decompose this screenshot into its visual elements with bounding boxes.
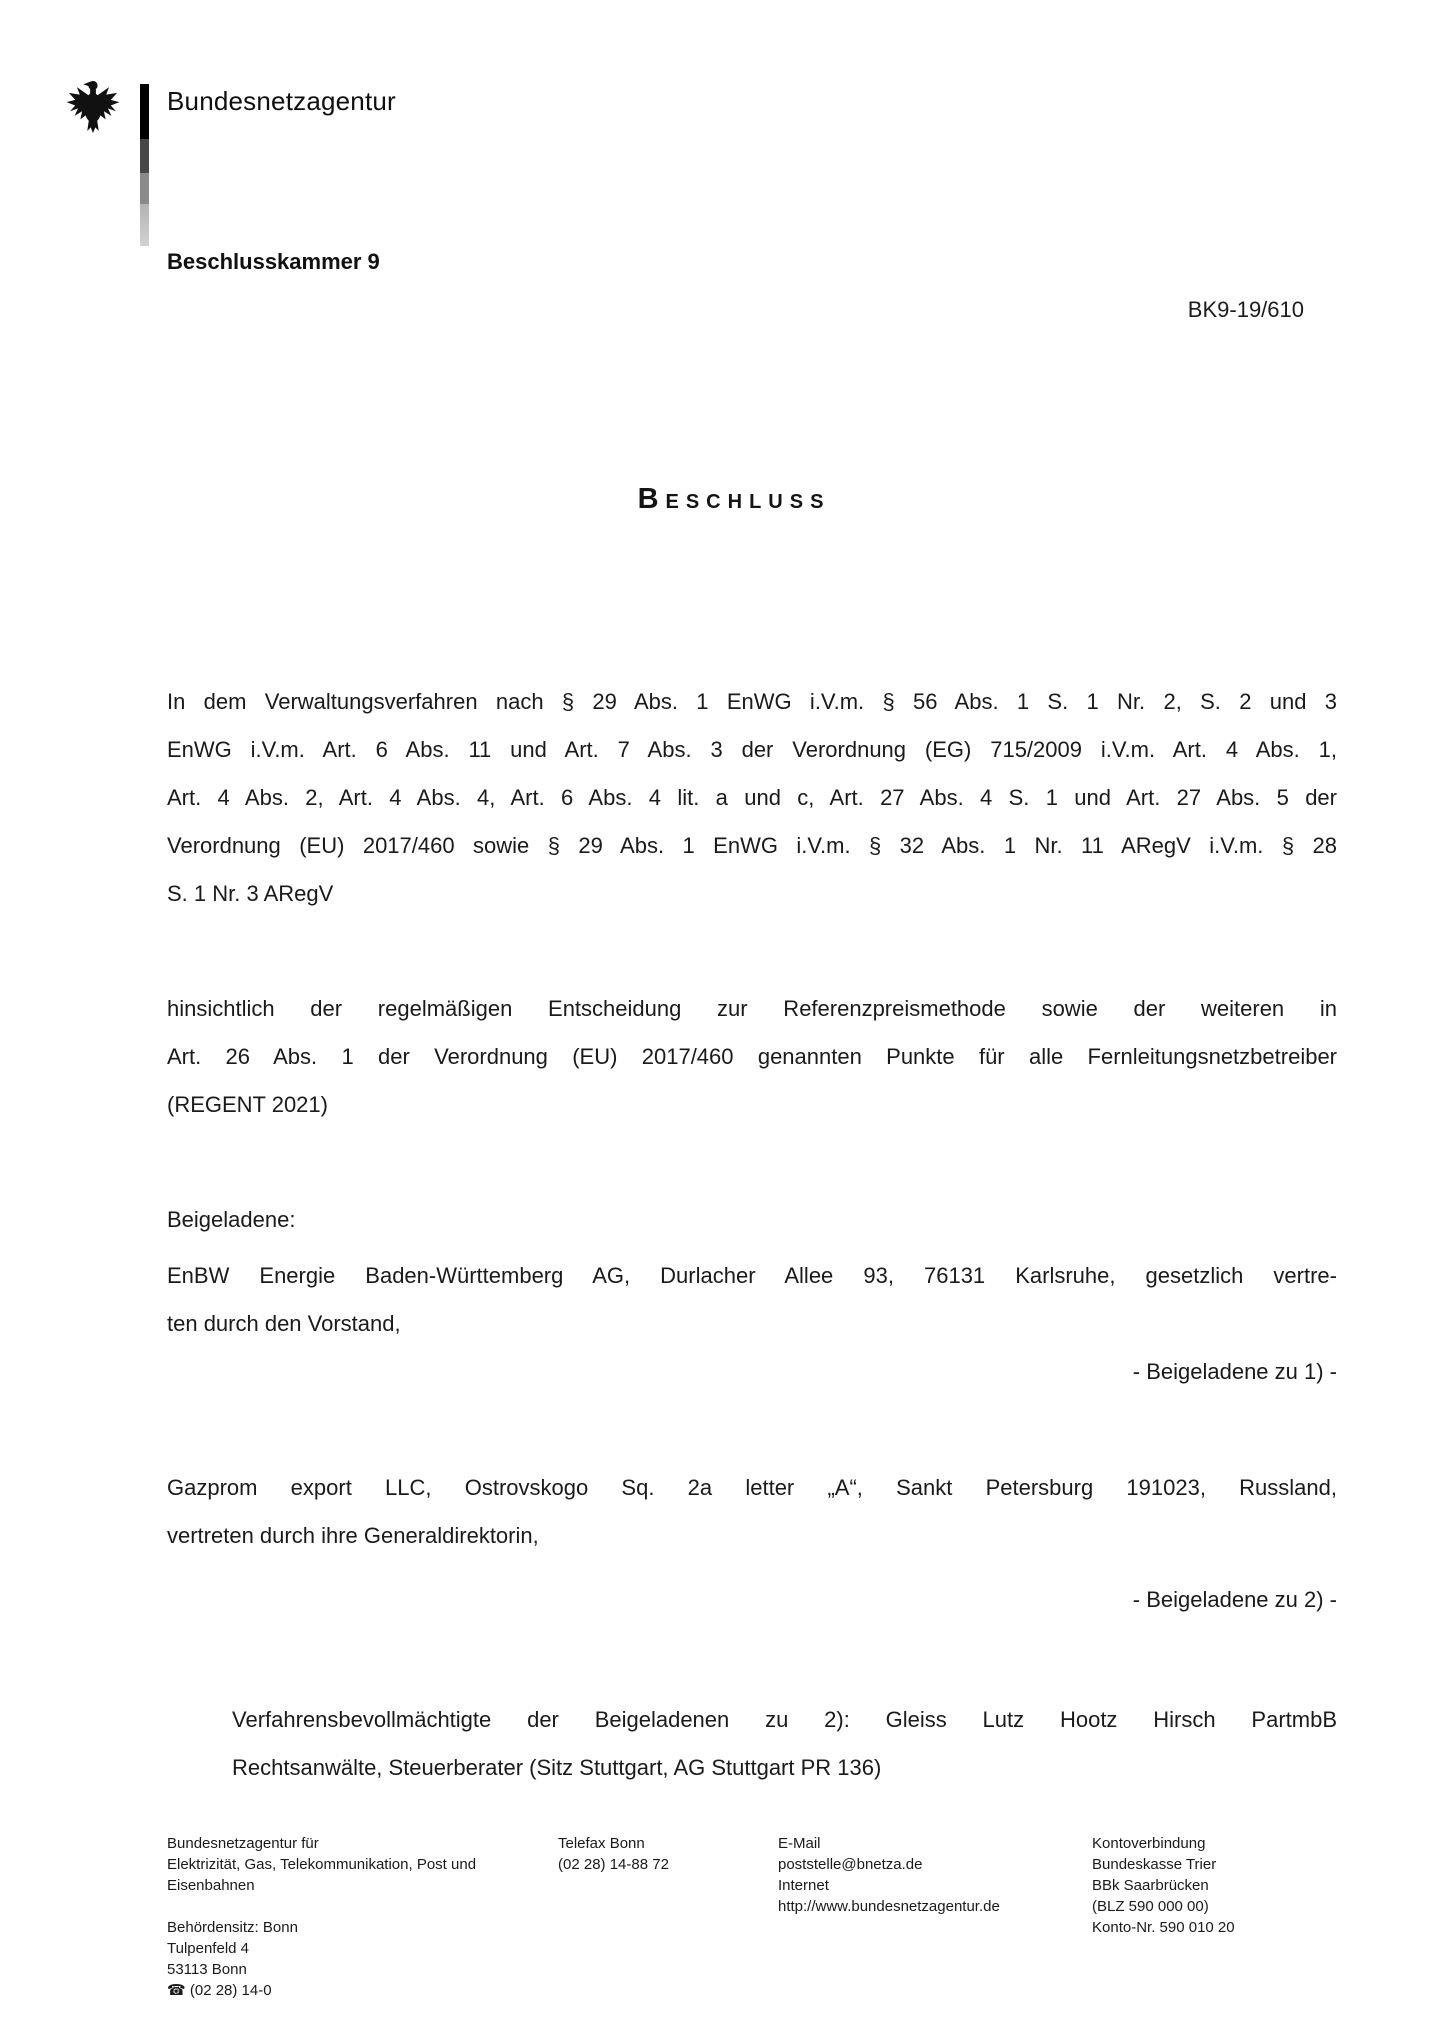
text-line: - Beigeladene zu 2) -: [1132, 1587, 1337, 1612]
footer-line: Behördensitz: Bonn: [167, 1919, 298, 1936]
paragraph-bevollmaechtigte: [167, 1696, 1337, 1792]
chamber-heading: Beschlusskammer 9: [167, 249, 380, 274]
text-line: S. 1 Nr. 3 ARegV: [167, 881, 334, 906]
footer-line: Eisenbahnen: [167, 1877, 255, 1894]
text-line: (REGENT 2021): [167, 1092, 328, 1117]
footer-column-address: [167, 1833, 559, 2001]
case-number: BK9-19/610: [1187, 297, 1304, 322]
paragraph-beigeladene-1: [167, 1252, 1337, 1348]
paragraph-beigeladene-1-tag: [167, 1348, 1337, 1396]
text-line: vertreten durch ihre Generaldirektorin,: [167, 1523, 539, 1548]
paragraph-beigeladene-2: [167, 1464, 1337, 1560]
text-line: - Beigeladene zu 1) -: [1132, 1359, 1337, 1384]
footer-line: Internet: [778, 1877, 829, 1894]
paragraph-subject: [167, 985, 1337, 1129]
footer-line: ☎ (02 28) 14-0: [167, 1982, 272, 1999]
footer-line: Bundeskasse Trier: [1092, 1856, 1217, 1873]
text-line: EnWG i.V.m. Art. 6 Abs. 11 und Art. 7 Abs. 3 der Verordnung (EG) 715/2009 i.V.m. Art. 4 Abs. 1,: [167, 737, 1337, 762]
text-line: Gazprom export LLC, Ostrovskogo Sq. 2a letter „A“, Sankt Petersburg 191023, Russland,: [167, 1475, 1337, 1500]
paragraph-beigeladene-label: [167, 1196, 1337, 1244]
paragraph-legal-basis: [167, 678, 1337, 918]
text-line: ten durch den Vorstand,: [167, 1311, 401, 1336]
footer-column-online: [778, 1833, 1000, 1917]
footer-line: E-Mail: [778, 1835, 821, 1852]
footer-line: Kontoverbindung: [1092, 1835, 1206, 1852]
text-line: Rechtsanwälte, Steuerberater (Sitz Stuttgart, AG Stuttgart PR 136): [232, 1755, 882, 1780]
footer-line: Tulpenfeld 4: [167, 1940, 250, 1957]
logo-divider-bar: [140, 84, 149, 246]
footer-line: poststelle@bnetza.de: [778, 1856, 923, 1873]
footer-line: (02 28) 14-88 72: [558, 1856, 669, 1873]
text-line: In dem Verwaltungsverfahren nach § 29 Abs. 1 EnWG i.V.m. § 56 Abs. 1 S. 1 Nr. 2, S. 2 und 3: [167, 689, 1337, 714]
agency-wordmark: Bundesnetzagentur: [167, 86, 396, 116]
text-line: hinsichtlich der regelmäßigen Entscheidung zur Referenzpreismethode sowie der weiteren in: [167, 996, 1337, 1021]
footer-line: 53113 Bonn: [167, 1961, 247, 1978]
document-title: Beschluss: [637, 483, 831, 515]
text-line: Beigeladene:: [167, 1207, 296, 1232]
footer-line: [167, 1896, 559, 1917]
footer-line: Konto-Nr. 590 010 20: [1092, 1919, 1235, 1936]
footer-column-bank: [1092, 1833, 1235, 1938]
footer-line: Telefax Bonn: [558, 1835, 645, 1852]
footer-line: Bundesnetzagentur für: [167, 1835, 319, 1852]
text-line: Art. 4 Abs. 2, Art. 4 Abs. 4, Art. 6 Abs. 4 lit. a und c, Art. 27 Abs. 4 S. 1 und Art. 27 Abs. 5 der: [167, 785, 1337, 810]
footer-column-fax: [558, 1833, 669, 1875]
text-line: Art. 26 Abs. 1 der Verordnung (EU) 2017/460 genannten Punkte für alle Fernleitungsnetzbetreiber: [167, 1044, 1337, 1069]
text-line: Verfahrensbevollmächtigte der Beigeladenen zu 2): Gleiss Lutz Hootz Hirsch PartmbB: [232, 1707, 1337, 1732]
footer-line: Elektrizität, Gas, Telekommunikation, Post und: [167, 1856, 477, 1873]
federal-eagle-icon: [64, 78, 122, 140]
footer-line: BBk Saarbrücken: [1092, 1877, 1209, 1894]
footer-line: (BLZ 590 000 00): [1092, 1898, 1209, 1915]
text-line: EnBW Energie Baden-Württemberg AG, Durlacher Allee 93, 76131 Karlsruhe, gesetzlich vertre-: [167, 1263, 1337, 1288]
footer-line: http://www.bundesnetzagentur.de: [778, 1898, 1000, 1915]
paragraph-beigeladene-2-tag: [167, 1576, 1337, 1624]
text-line: Verordnung (EU) 2017/460 sowie § 29 Abs. 1 EnWG i.V.m. § 32 Abs. 1 Nr. 11 ARegV i.V.m. § 28: [167, 833, 1337, 858]
